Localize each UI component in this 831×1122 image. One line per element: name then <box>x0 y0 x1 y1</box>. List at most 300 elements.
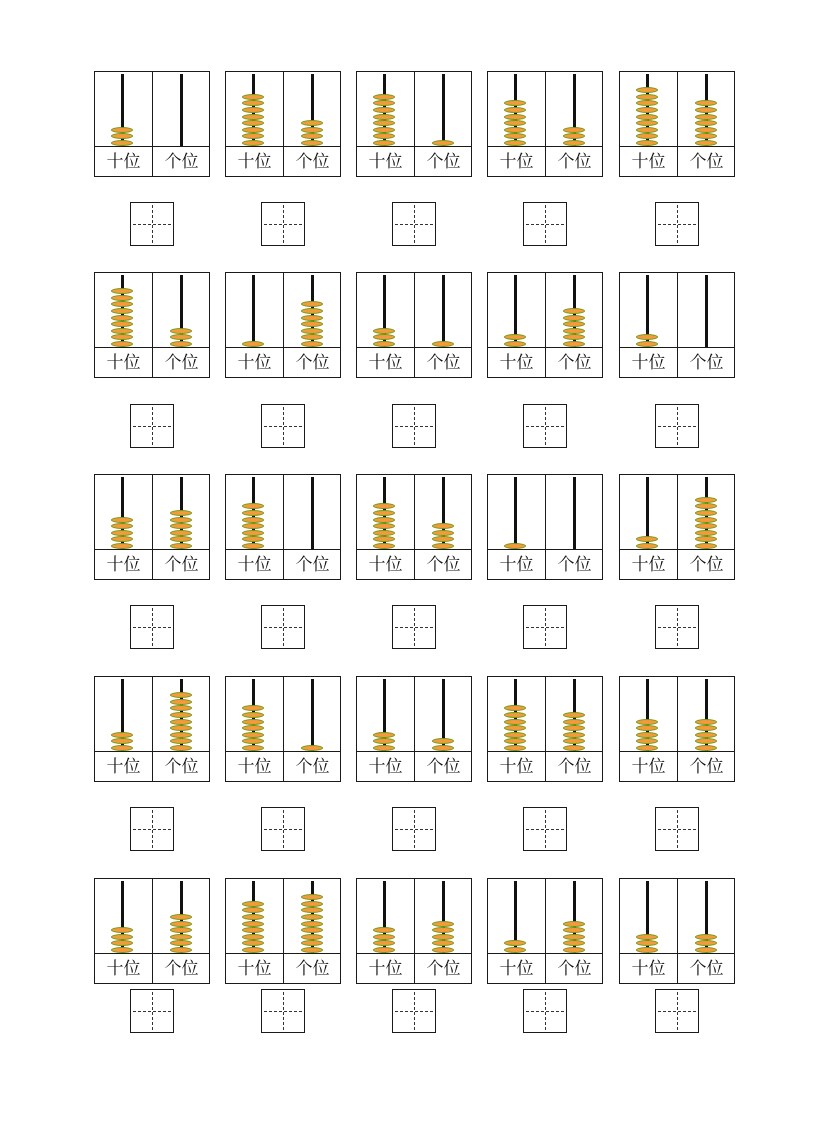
ones-bead <box>170 914 192 920</box>
ones-bead <box>170 334 192 340</box>
guide-line-horizontal <box>658 224 696 225</box>
tens-place-label: 十位 <box>631 959 666 979</box>
ones-bead <box>301 127 323 133</box>
ones-bead <box>695 517 717 523</box>
tens-bead <box>373 341 395 347</box>
abacus-counter <box>356 474 472 580</box>
tens-bead <box>242 901 264 907</box>
tens-bead <box>504 127 526 133</box>
ones-bead <box>695 725 717 731</box>
ones-bead <box>301 901 323 907</box>
ones-place-label: 个位 <box>426 555 461 575</box>
tens-bead <box>636 94 658 100</box>
abacus-counter <box>619 71 735 177</box>
tens-bead <box>242 543 264 549</box>
answer-box[interactable] <box>523 807 567 851</box>
ones-place-label: 个位 <box>557 757 592 777</box>
abacus-counter <box>619 878 735 984</box>
tens-place-label: 十位 <box>237 555 272 575</box>
abacus-counter <box>487 272 603 378</box>
ones-bead <box>695 745 717 751</box>
tens-bead <box>111 536 133 542</box>
tens-bead <box>636 133 658 139</box>
answer-box[interactable] <box>261 202 305 246</box>
tens-place-label: 十位 <box>368 959 403 979</box>
tens-bead <box>373 940 395 946</box>
tens-bead <box>242 114 264 120</box>
guide-line-horizontal <box>264 627 302 628</box>
ones-bead <box>170 543 192 549</box>
tens-bead <box>373 94 395 100</box>
tens-bead <box>111 334 133 340</box>
ones-bead <box>301 914 323 920</box>
tens-bead <box>373 745 395 751</box>
ones-place-label: 个位 <box>689 959 724 979</box>
tens-bead <box>111 738 133 744</box>
abacus-counter <box>619 474 735 580</box>
answer-box[interactable] <box>523 202 567 246</box>
ones-bead <box>563 725 585 731</box>
ones-bead <box>301 133 323 139</box>
ones-bead <box>563 712 585 718</box>
answer-box[interactable] <box>261 989 305 1033</box>
tens-bead <box>636 341 658 347</box>
ones-bead <box>695 940 717 946</box>
guide-line-horizontal <box>395 224 433 225</box>
tens-bead <box>242 341 264 347</box>
tens-bead <box>242 536 264 542</box>
answer-box[interactable] <box>261 404 305 448</box>
tens-bead <box>111 745 133 751</box>
tens-bead <box>373 328 395 334</box>
ones-bead <box>563 732 585 738</box>
tens-bead <box>111 934 133 940</box>
tens-bead <box>111 947 133 953</box>
guide-line-horizontal <box>133 224 171 225</box>
ones-place-label: 个位 <box>164 757 199 777</box>
abacus-counter <box>225 71 341 177</box>
ones-bead <box>301 140 323 146</box>
abacus-counter <box>619 272 735 378</box>
ones-bead <box>695 934 717 940</box>
tens-bead <box>636 334 658 340</box>
tens-bead <box>242 107 264 113</box>
guide-line-horizontal <box>264 224 302 225</box>
ones-bead <box>563 947 585 953</box>
ones-bead <box>695 120 717 126</box>
tens-bead <box>242 705 264 711</box>
ones-place-label: 个位 <box>557 152 592 172</box>
tens-bead <box>504 705 526 711</box>
tens-bead <box>504 114 526 120</box>
tens-bead <box>504 725 526 731</box>
ones-place-label: 个位 <box>295 152 330 172</box>
tens-bead <box>504 732 526 738</box>
ones-place-label: 个位 <box>164 555 199 575</box>
abacus-counter <box>487 71 603 177</box>
ones-bead <box>563 940 585 946</box>
tens-bead <box>504 738 526 744</box>
ones-rod <box>705 275 708 347</box>
ones-bead <box>170 719 192 725</box>
guide-line-horizontal <box>264 426 302 427</box>
tens-rod <box>514 477 517 549</box>
guide-line-horizontal <box>395 627 433 628</box>
ones-bead <box>301 921 323 927</box>
ones-bead <box>563 328 585 334</box>
ones-bead <box>432 530 454 536</box>
ones-bead <box>695 543 717 549</box>
ones-bead <box>301 315 323 321</box>
ones-bead <box>170 523 192 529</box>
tens-bead <box>636 127 658 133</box>
tens-bead <box>373 114 395 120</box>
tens-bead <box>242 517 264 523</box>
tens-bead <box>504 107 526 113</box>
tens-place-label: 十位 <box>106 152 141 172</box>
tens-place-label: 十位 <box>237 353 272 373</box>
tens-bead <box>242 927 264 933</box>
tens-bead <box>504 341 526 347</box>
ones-bead <box>695 100 717 106</box>
tens-bead <box>242 120 264 126</box>
tens-place-label: 十位 <box>368 353 403 373</box>
ones-bead <box>695 719 717 725</box>
abacus-counter <box>94 474 210 580</box>
guide-line-horizontal <box>658 1011 696 1012</box>
ones-place-label: 个位 <box>557 555 592 575</box>
tens-bead <box>636 719 658 725</box>
tens-bead <box>373 523 395 529</box>
ones-bead <box>695 497 717 503</box>
abacus-counter <box>94 676 210 782</box>
ones-bead <box>170 732 192 738</box>
tens-bead <box>636 100 658 106</box>
answer-box[interactable] <box>655 404 699 448</box>
ones-bead <box>432 523 454 529</box>
answer-box[interactable] <box>392 202 436 246</box>
ones-bead <box>432 536 454 542</box>
ones-bead <box>695 947 717 953</box>
tens-bead <box>111 288 133 294</box>
ones-bead <box>695 503 717 509</box>
tens-bead <box>111 321 133 327</box>
tens-bead <box>373 133 395 139</box>
answer-box[interactable] <box>392 989 436 1033</box>
tens-bead <box>242 530 264 536</box>
answer-box[interactable] <box>655 202 699 246</box>
ones-bead <box>170 536 192 542</box>
tens-bead <box>111 315 133 321</box>
tens-place-label: 十位 <box>106 555 141 575</box>
ones-bead <box>563 341 585 347</box>
tens-bead <box>373 517 395 523</box>
guide-line-horizontal <box>395 829 433 830</box>
ones-rod <box>180 74 183 146</box>
ones-bead <box>301 308 323 314</box>
ones-bead <box>695 133 717 139</box>
ones-bead <box>301 334 323 340</box>
ones-bead <box>563 738 585 744</box>
ones-bead <box>563 921 585 927</box>
ones-bead <box>301 745 323 751</box>
tens-bead <box>242 94 264 100</box>
ones-place-label: 个位 <box>689 152 724 172</box>
tens-bead <box>373 127 395 133</box>
tens-bead <box>373 510 395 516</box>
tens-bead <box>504 745 526 751</box>
tens-bead <box>111 523 133 529</box>
ones-bead <box>432 947 454 953</box>
tens-place-label: 十位 <box>499 555 534 575</box>
tens-bead <box>636 745 658 751</box>
guide-line-horizontal <box>133 426 171 427</box>
tens-bead <box>111 328 133 334</box>
tens-bead <box>504 712 526 718</box>
tens-place-label: 十位 <box>106 353 141 373</box>
ones-bead <box>301 341 323 347</box>
ones-bead <box>170 712 192 718</box>
ones-bead <box>432 934 454 940</box>
ones-place-label: 个位 <box>164 353 199 373</box>
tens-bead <box>373 503 395 509</box>
ones-bead <box>301 927 323 933</box>
tens-bead <box>111 530 133 536</box>
abacus-counter <box>225 676 341 782</box>
ones-bead <box>563 719 585 725</box>
ones-place-label: 个位 <box>295 353 330 373</box>
tens-bead <box>111 732 133 738</box>
ones-bead <box>301 947 323 953</box>
guide-line-horizontal <box>264 829 302 830</box>
ones-bead <box>170 927 192 933</box>
ones-bead <box>170 517 192 523</box>
tens-rod <box>252 275 255 347</box>
tens-bead <box>242 725 264 731</box>
ones-bead <box>563 934 585 940</box>
answer-box[interactable] <box>392 807 436 851</box>
tens-bead <box>373 120 395 126</box>
tens-bead <box>242 100 264 106</box>
tens-bead <box>504 947 526 953</box>
guide-line-horizontal <box>658 627 696 628</box>
tens-place-label: 十位 <box>237 959 272 979</box>
answer-box[interactable] <box>655 807 699 851</box>
answer-box[interactable] <box>130 605 174 649</box>
ones-bead <box>301 328 323 334</box>
tens-bead <box>111 127 133 133</box>
ones-bead <box>170 940 192 946</box>
ones-bead <box>170 328 192 334</box>
ones-bead <box>170 510 192 516</box>
answer-box[interactable] <box>392 404 436 448</box>
ones-place-label: 个位 <box>426 757 461 777</box>
ones-bead <box>563 334 585 340</box>
ones-bead <box>432 738 454 744</box>
ones-bead <box>695 530 717 536</box>
ones-rod <box>311 477 314 549</box>
tens-bead <box>111 133 133 139</box>
tens-bead <box>111 517 133 523</box>
ones-bead <box>695 732 717 738</box>
abacus-counter <box>225 474 341 580</box>
abacus-counter <box>487 474 603 580</box>
ones-bead <box>695 536 717 542</box>
tens-bead <box>242 712 264 718</box>
ones-bead <box>170 530 192 536</box>
abacus-counter <box>356 878 472 984</box>
tens-bead <box>373 543 395 549</box>
ones-rod <box>311 679 314 751</box>
tens-bead <box>242 510 264 516</box>
guide-line-horizontal <box>133 627 171 628</box>
ones-place-label: 个位 <box>426 152 461 172</box>
answer-box[interactable] <box>523 404 567 448</box>
abacus-counter <box>356 272 472 378</box>
ones-place-label: 个位 <box>295 959 330 979</box>
abacus-counter <box>94 71 210 177</box>
tens-bead <box>373 140 395 146</box>
tens-bead <box>636 947 658 953</box>
guide-line-horizontal <box>526 1011 564 1012</box>
tens-bead <box>111 295 133 301</box>
tens-bead <box>636 114 658 120</box>
tens-bead <box>111 140 133 146</box>
answer-box[interactable] <box>655 605 699 649</box>
answer-box[interactable] <box>130 404 174 448</box>
tens-place-label: 十位 <box>237 757 272 777</box>
ones-bead <box>170 745 192 751</box>
tens-bead <box>504 133 526 139</box>
answer-box[interactable] <box>523 605 567 649</box>
tens-bead <box>636 120 658 126</box>
ones-rod <box>442 275 445 347</box>
guide-line-horizontal <box>264 1011 302 1012</box>
tens-bead <box>242 133 264 139</box>
ones-bead <box>432 543 454 549</box>
abacus-counter <box>356 71 472 177</box>
ones-bead <box>695 107 717 113</box>
ones-place-label: 个位 <box>557 353 592 373</box>
ones-place-label: 个位 <box>426 353 461 373</box>
ones-bead <box>563 927 585 933</box>
tens-bead <box>504 719 526 725</box>
tens-place-label: 十位 <box>368 152 403 172</box>
tens-bead <box>242 907 264 913</box>
ones-bead <box>563 315 585 321</box>
ones-bead <box>563 308 585 314</box>
ones-bead <box>563 140 585 146</box>
tens-bead <box>242 940 264 946</box>
answer-box[interactable] <box>655 989 699 1033</box>
tens-bead <box>242 745 264 751</box>
ones-bead <box>301 940 323 946</box>
guide-line-horizontal <box>133 1011 171 1012</box>
abacus-counter <box>619 676 735 782</box>
answer-box[interactable] <box>392 605 436 649</box>
tens-bead <box>636 934 658 940</box>
ones-bead <box>432 745 454 751</box>
answer-box[interactable] <box>130 202 174 246</box>
tens-bead <box>111 341 133 347</box>
ones-bead <box>563 321 585 327</box>
abacus-counter <box>225 878 341 984</box>
ones-bead <box>301 321 323 327</box>
answer-box[interactable] <box>130 807 174 851</box>
tens-bead <box>373 934 395 940</box>
tens-bead <box>111 940 133 946</box>
ones-place-label: 个位 <box>164 959 199 979</box>
tens-bead <box>111 308 133 314</box>
ones-place-label: 个位 <box>164 152 199 172</box>
ones-bead <box>432 940 454 946</box>
tens-place-label: 十位 <box>106 757 141 777</box>
answer-box[interactable] <box>523 989 567 1033</box>
guide-line-horizontal <box>526 627 564 628</box>
tens-bead <box>636 536 658 542</box>
tens-place-label: 十位 <box>106 959 141 979</box>
tens-bead <box>504 334 526 340</box>
ones-bead <box>170 947 192 953</box>
ones-place-label: 个位 <box>426 959 461 979</box>
tens-bead <box>373 107 395 113</box>
answer-box[interactable] <box>261 807 305 851</box>
ones-bead <box>301 894 323 900</box>
answer-box[interactable] <box>130 989 174 1033</box>
tens-place-label: 十位 <box>631 555 666 575</box>
tens-place-label: 十位 <box>631 152 666 172</box>
tens-place-label: 十位 <box>368 555 403 575</box>
ones-bead <box>563 133 585 139</box>
guide-line-horizontal <box>395 426 433 427</box>
ones-bead <box>695 738 717 744</box>
ones-rod <box>573 477 576 549</box>
tens-bead <box>242 934 264 940</box>
tens-bead <box>242 140 264 146</box>
tens-place-label: 十位 <box>499 152 534 172</box>
tens-bead <box>636 940 658 946</box>
ones-bead <box>170 725 192 731</box>
ones-bead <box>170 692 192 698</box>
tens-place-label: 十位 <box>368 757 403 777</box>
abacus-counter <box>487 878 603 984</box>
tens-place-label: 十位 <box>631 757 666 777</box>
tens-bead <box>242 732 264 738</box>
guide-line-horizontal <box>395 1011 433 1012</box>
ones-bead <box>695 127 717 133</box>
tens-bead <box>636 732 658 738</box>
tens-bead <box>636 738 658 744</box>
tens-bead <box>504 120 526 126</box>
tens-bead <box>373 100 395 106</box>
ones-place-label: 个位 <box>689 757 724 777</box>
abacus-counter <box>356 676 472 782</box>
ones-bead <box>170 921 192 927</box>
tens-bead <box>636 107 658 113</box>
ones-bead <box>170 934 192 940</box>
ones-bead <box>170 341 192 347</box>
tens-bead <box>373 738 395 744</box>
ones-rod <box>442 74 445 146</box>
ones-bead <box>695 510 717 516</box>
abacus-counter <box>94 272 210 378</box>
tens-bead <box>636 543 658 549</box>
tens-bead <box>111 301 133 307</box>
tens-bead <box>373 536 395 542</box>
ones-bead <box>432 140 454 146</box>
answer-box[interactable] <box>261 605 305 649</box>
tens-bead <box>636 725 658 731</box>
